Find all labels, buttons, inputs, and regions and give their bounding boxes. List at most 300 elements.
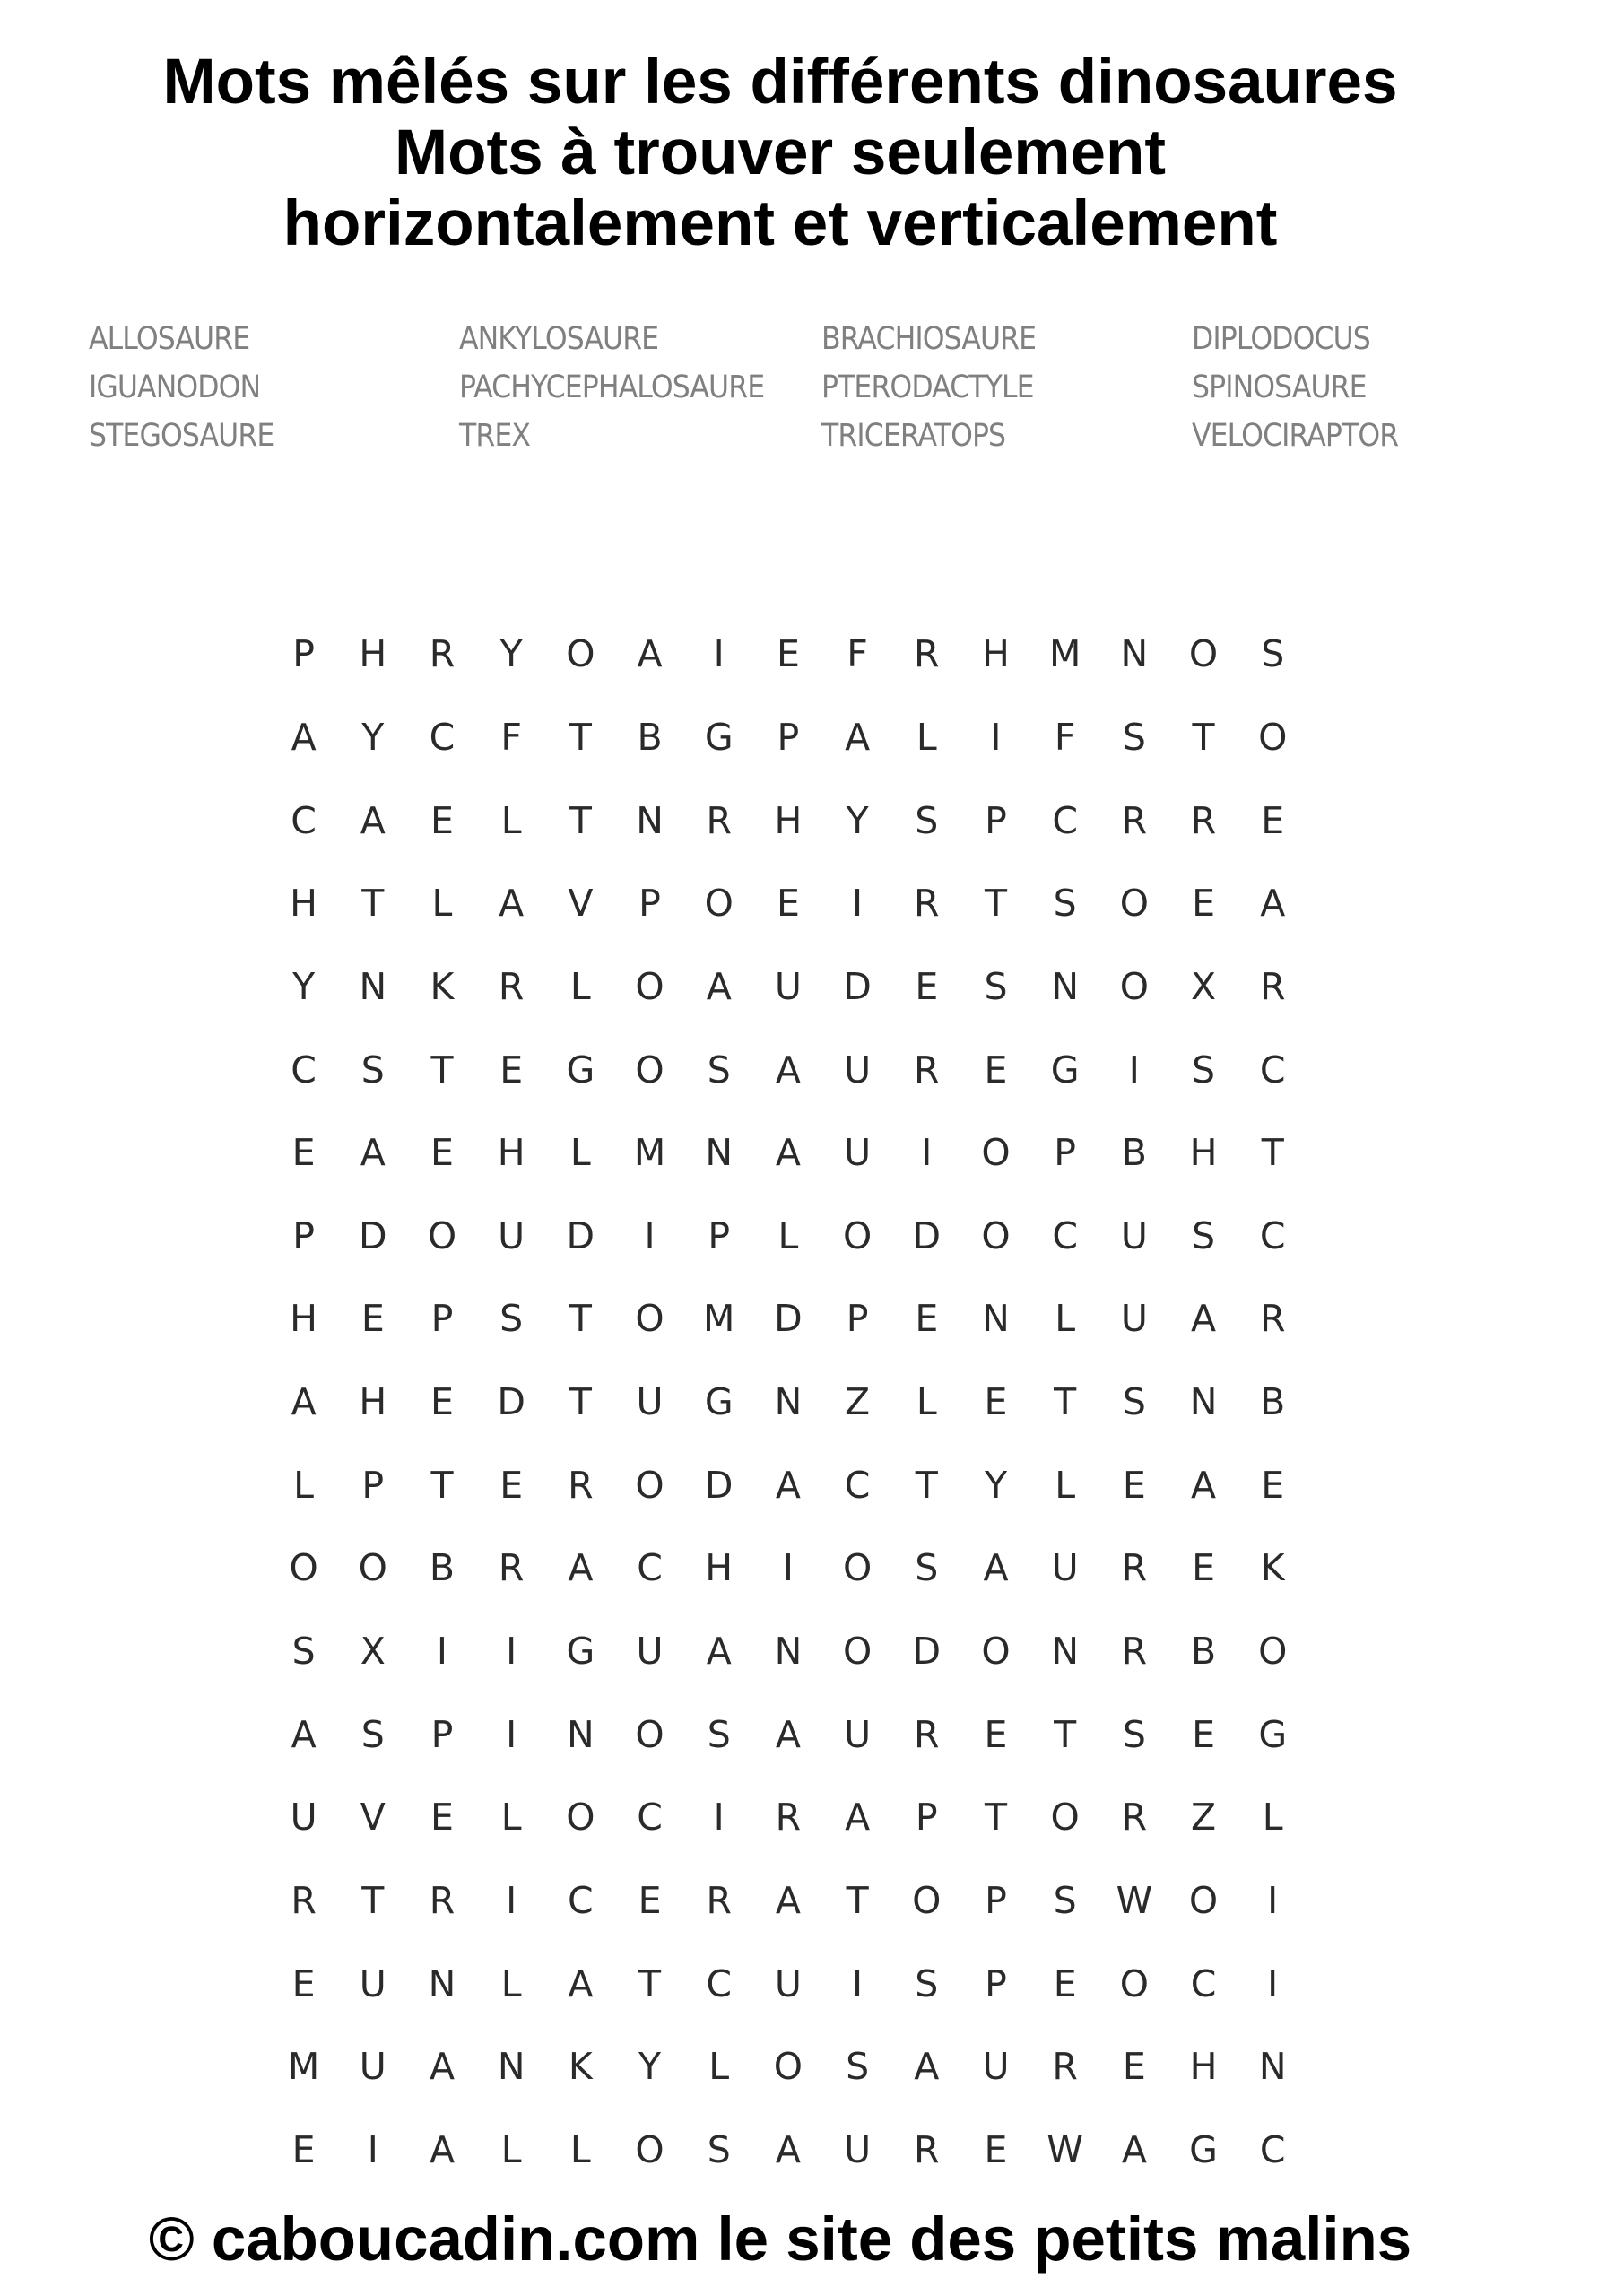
grid-letter: A xyxy=(291,715,317,759)
grid-letter: K xyxy=(1260,1546,1285,1590)
grid-letter: S xyxy=(1122,1380,1146,1424)
grid-letter: L xyxy=(569,964,591,1008)
grid-letter: R xyxy=(291,1878,317,1922)
grid-letter: F xyxy=(500,715,522,759)
grid-letter: C xyxy=(637,1796,663,1839)
grid-letter: O xyxy=(1258,715,1288,759)
grid-letter: N xyxy=(1051,964,1079,1008)
grid-letter: C xyxy=(637,1546,663,1590)
grid-letter: E xyxy=(984,1048,1008,1091)
grid-letter: A xyxy=(568,1546,594,1590)
grid-letter: R xyxy=(1121,798,1148,842)
grid-letter: L xyxy=(293,1463,315,1507)
grid-letter: O xyxy=(635,1048,664,1091)
grid-letter: N xyxy=(774,1630,803,1673)
grid-letter: A xyxy=(1191,1297,1217,1341)
grid-letter: S xyxy=(984,964,1008,1008)
grid-letter: T xyxy=(984,1796,1007,1839)
grid-letter: Z xyxy=(1190,1796,1217,1839)
grid-letter: R xyxy=(706,798,732,842)
grid-letter: T xyxy=(361,1878,385,1922)
grid-letter: A xyxy=(775,2127,801,2171)
grid-letter: X xyxy=(360,1630,386,1673)
grid-letter: C xyxy=(568,1878,594,1922)
word-to-find: TRICERATOPS xyxy=(821,418,1006,454)
grid-letter: N xyxy=(774,1380,803,1424)
grid-letter: H xyxy=(290,1297,318,1341)
word-to-find: ANKYLOSAURE xyxy=(459,321,659,357)
grid-letter: U xyxy=(636,1380,664,1424)
grid-letter: N xyxy=(497,2045,525,2089)
grid-letter: E xyxy=(776,632,800,676)
grid-letter: Y xyxy=(984,1463,1007,1507)
grid-letter: E xyxy=(291,1131,316,1175)
grid-letter: I xyxy=(506,1630,517,1673)
grid-letter: T xyxy=(361,882,385,926)
grid-letter: I xyxy=(990,715,1002,759)
grid-letter: W xyxy=(1046,2127,1083,2171)
grid-letter: O xyxy=(566,1796,595,1839)
grid-letter: U xyxy=(844,1048,872,1091)
grid-letter: S xyxy=(360,1048,385,1091)
grid-letter: N xyxy=(1189,1380,1218,1424)
grid-letter: Y xyxy=(499,632,523,676)
grid-letter: F xyxy=(847,632,868,676)
grid-letter: Y xyxy=(292,964,316,1008)
grid-letter: T xyxy=(430,1463,454,1507)
grid-letter: L xyxy=(1055,1297,1076,1341)
grid-letter: I xyxy=(1267,1878,1279,1922)
grid-letter: R xyxy=(1259,1297,1286,1341)
grid-letter: O xyxy=(842,1630,873,1673)
grid-letter: D xyxy=(497,1380,525,1424)
grid-letter: P xyxy=(638,882,661,926)
grid-letter: P xyxy=(777,715,800,759)
grid-letter: L xyxy=(916,715,937,759)
grid-letter: E xyxy=(776,882,800,926)
grid-letter: A xyxy=(775,1712,801,1756)
grid-letter: M xyxy=(287,2045,320,2089)
grid-letter: G xyxy=(704,715,734,759)
grid-letter: T xyxy=(1054,1712,1077,1756)
grid-letter: A xyxy=(775,1131,801,1175)
grid-letter: E xyxy=(1192,882,1215,926)
grid-letter: R xyxy=(429,632,456,676)
grid-letter: U xyxy=(1120,1213,1148,1257)
grid-letter: O xyxy=(635,2127,664,2171)
grid-letter: B xyxy=(1260,1380,1286,1424)
grid-letter: U xyxy=(982,2045,1010,2089)
grid-letter: O xyxy=(635,1712,664,1756)
grid-letter: E xyxy=(1192,1546,1215,1590)
grid-letter: U xyxy=(844,1131,872,1175)
grid-letter: X xyxy=(1190,964,1217,1008)
title-line-2: Mots à trouver seulement xyxy=(394,117,1167,188)
grid-letter: U xyxy=(498,1213,525,1257)
grid-letter: P xyxy=(430,1297,454,1341)
grid-letter: O xyxy=(981,1630,1011,1673)
grid-letter: E xyxy=(984,1380,1008,1424)
grid-letter: O xyxy=(1050,1796,1080,1839)
grid-letter: D xyxy=(704,1463,734,1507)
grid-letter: R xyxy=(775,1796,802,1839)
grid-letter: S xyxy=(1122,1712,1146,1756)
grid-letter: E xyxy=(915,1297,939,1341)
grid-letter: I xyxy=(506,1878,517,1922)
grid-letter: R xyxy=(1121,1630,1148,1673)
grid-letter: R xyxy=(498,1546,525,1590)
grid-letter: D xyxy=(566,1213,595,1257)
grid-letter: U xyxy=(290,1796,317,1839)
grid-letter: T xyxy=(1192,715,1215,759)
grid-letter: G xyxy=(566,1630,595,1673)
grid-letter: Y xyxy=(361,715,385,759)
grid-letter: O xyxy=(842,1213,873,1257)
grid-letter: P xyxy=(985,1878,1007,1922)
grid-letter: O xyxy=(635,1463,664,1507)
grid-letter: H xyxy=(290,882,318,926)
grid-letter: L xyxy=(500,2127,522,2171)
title-line-3: horizontalement et verticalement xyxy=(282,188,1278,259)
grid-letter: L xyxy=(569,1131,591,1175)
copyright-footer: © caboucadin.com le site des petits malins xyxy=(148,2205,1412,2274)
grid-letter: R xyxy=(429,1878,456,1922)
grid-letter: U xyxy=(359,2045,386,2089)
word-to-find: DIPLODOCUS xyxy=(1192,321,1370,357)
grid-letter: S xyxy=(1122,715,1146,759)
grid-letter: A xyxy=(360,1131,386,1175)
grid-letter: E xyxy=(915,964,939,1008)
grid-letter: I xyxy=(852,1961,864,2005)
grid-letter: E xyxy=(499,1463,524,1507)
grid-letter: H xyxy=(982,632,1010,676)
grid-letter: P xyxy=(292,632,315,676)
grid-letter: U xyxy=(844,2127,872,2171)
grid-letter: S xyxy=(707,1048,731,1091)
grid-letter: S xyxy=(1053,882,1077,926)
grid-letter: N xyxy=(705,1131,734,1175)
grid-letter: A xyxy=(568,1961,594,2005)
grid-letter: T xyxy=(1261,1131,1284,1175)
grid-letter: N xyxy=(1051,1630,1079,1673)
grid-letter: R xyxy=(1121,1796,1148,1839)
grid-letter: B xyxy=(1190,1630,1217,1673)
grid-letter: C xyxy=(1259,1048,1286,1091)
grid-letter: R xyxy=(498,964,525,1008)
grid-letter: T xyxy=(430,1048,454,1091)
grid-letter: L xyxy=(708,2045,730,2089)
grid-letter: Z xyxy=(845,1380,871,1424)
grid-letter: R xyxy=(568,1463,594,1507)
grid-letter: O xyxy=(842,1546,873,1590)
grid-letter: R xyxy=(914,1048,940,1091)
grid-letter: A xyxy=(429,2045,455,2089)
grid-letter: O xyxy=(635,1297,664,1341)
grid-letter: C xyxy=(1259,1213,1286,1257)
grid-letter: E xyxy=(430,1380,454,1424)
grid-letter: T xyxy=(569,1380,592,1424)
grid-letter: U xyxy=(1120,1297,1148,1341)
grid-letter: N xyxy=(359,964,387,1008)
grid-letter: C xyxy=(291,1048,317,1091)
grid-letter: C xyxy=(291,798,317,842)
word-to-find: STEGOSAURE xyxy=(89,418,274,454)
grid-letter: E xyxy=(984,2127,1008,2171)
grid-letter: E xyxy=(430,798,454,842)
grid-letter: T xyxy=(569,798,592,842)
word-to-find: PTERODACTYLE xyxy=(821,370,1034,405)
grid-letter: T xyxy=(569,1297,592,1341)
grid-letter: O xyxy=(1188,1878,1219,1922)
grid-letter: I xyxy=(367,2127,378,2171)
grid-letter: B xyxy=(429,1546,456,1590)
grid-letter: G xyxy=(1050,1048,1080,1091)
grid-letter: S xyxy=(915,798,939,842)
grid-letter: P xyxy=(708,1213,731,1257)
grid-letter: O xyxy=(635,964,664,1008)
grid-letter: E xyxy=(1053,1961,1077,2005)
grid-letter: I xyxy=(852,882,864,926)
grid-letter: O xyxy=(289,1546,318,1590)
grid-letter: E xyxy=(499,1048,524,1091)
word-to-find: IGUANODON xyxy=(89,370,261,405)
grid-letter: L xyxy=(500,798,522,842)
grid-letter: I xyxy=(644,1213,656,1257)
grid-letter: B xyxy=(637,715,663,759)
grid-letter: V xyxy=(360,1796,386,1839)
word-to-find: SPINOSAURE xyxy=(1192,370,1367,405)
word-to-find: ALLOSAURE xyxy=(89,321,250,357)
grid-letter: I xyxy=(1267,1961,1279,2005)
grid-letter: S xyxy=(915,1961,939,2005)
word-to-find: PACHYCEPHALOSAURE xyxy=(459,370,765,405)
grid-letter: L xyxy=(500,1796,522,1839)
grid-letter: O xyxy=(1119,1961,1149,2005)
letter-grid xyxy=(269,613,1288,2191)
grid-letter: A xyxy=(637,632,663,676)
grid-letter: C xyxy=(706,1961,733,2005)
grid-letter: S xyxy=(707,2127,731,2171)
grid-letter: O xyxy=(1119,882,1149,926)
grid-letter: R xyxy=(914,1712,940,1756)
grid-letter: B xyxy=(1121,1131,1147,1175)
grid-letter: T xyxy=(569,715,592,759)
grid-letter: O xyxy=(773,2045,803,2089)
grid-letter: S xyxy=(360,1712,385,1756)
grid-letter: C xyxy=(429,715,456,759)
grid-letter: A xyxy=(983,1546,1009,1590)
grid-letter: P xyxy=(985,1961,1007,2005)
grid-letter: O xyxy=(1119,964,1149,1008)
grid-letter: K xyxy=(568,2045,593,2089)
grid-letter: N xyxy=(428,1961,456,2005)
grid-letter: D xyxy=(843,964,872,1008)
grid-letter: E xyxy=(430,1796,454,1839)
grid-letter: R xyxy=(1259,964,1286,1008)
grid-letter: O xyxy=(427,1213,457,1257)
grid-letter: S xyxy=(1053,1878,1077,1922)
grid-letter: H xyxy=(497,1131,525,1175)
grid-letter: P xyxy=(846,1297,869,1341)
grid-letter: A xyxy=(775,1463,801,1507)
grid-letter: T xyxy=(846,1878,869,1922)
grid-letter: U xyxy=(636,1630,664,1673)
grid-letter: F xyxy=(1054,715,1076,759)
grid-letter: M xyxy=(633,1131,666,1175)
grid-letter: E xyxy=(291,1961,316,2005)
word-to-find: TREX xyxy=(459,418,531,454)
grid-letter: E xyxy=(360,1297,385,1341)
grid-letter: A xyxy=(1260,882,1286,926)
grid-letter: G xyxy=(1258,1712,1288,1756)
grid-letter: O xyxy=(566,632,595,676)
grid-letter: E xyxy=(1261,1463,1285,1507)
grid-letter: Y xyxy=(846,798,869,842)
grid-letter: A xyxy=(775,1048,801,1091)
grid-letter: V xyxy=(568,882,594,926)
grid-letter: L xyxy=(500,1961,522,2005)
grid-letter: T xyxy=(984,882,1007,926)
grid-letter: H xyxy=(359,1380,387,1424)
grid-letter: L xyxy=(569,2127,591,2171)
grid-letter: U xyxy=(774,964,802,1008)
grid-letter: N xyxy=(567,1712,595,1756)
grid-letter: A xyxy=(706,1630,732,1673)
grid-letter: I xyxy=(713,1796,725,1839)
grid-letter: T xyxy=(915,1463,938,1507)
grid-letter: H xyxy=(705,1546,734,1590)
grid-letter: S xyxy=(499,1297,524,1341)
grid-letter: R xyxy=(914,2127,940,2171)
grid-letter: S xyxy=(915,1546,939,1590)
grid-letter: R xyxy=(914,882,940,926)
grid-letter: O xyxy=(912,1878,942,1922)
grid-letter: S xyxy=(1261,632,1285,676)
grid-letter: A xyxy=(845,715,871,759)
grid-letter: D xyxy=(912,1213,942,1257)
grid-letter: S xyxy=(1192,1213,1216,1257)
grid-letter: C xyxy=(1259,2127,1286,2171)
grid-letter: P xyxy=(915,1796,938,1839)
grid-letter: D xyxy=(912,1630,942,1673)
grid-letter: G xyxy=(704,1380,734,1424)
grid-letter: L xyxy=(1055,1463,1076,1507)
grid-letter: C xyxy=(1052,1213,1078,1257)
grid-letter: R xyxy=(706,1878,732,1922)
grid-letter: I xyxy=(506,1712,517,1756)
grid-letter: O xyxy=(704,882,734,926)
grid-letter: D xyxy=(358,1213,387,1257)
grid-letter: I xyxy=(782,1546,794,1590)
grid-letter: P xyxy=(985,798,1007,842)
grid-letter: D xyxy=(774,1297,803,1341)
grid-letter: H xyxy=(359,632,387,676)
grid-letter: A xyxy=(1191,1463,1217,1507)
grid-letter: C xyxy=(1052,798,1078,842)
grid-letter: P xyxy=(361,1463,385,1507)
page-title xyxy=(0,47,1560,259)
grid-letter: E xyxy=(430,1131,454,1175)
grid-letter: A xyxy=(499,882,525,926)
grid-letter: N xyxy=(982,1297,1010,1341)
grid-letter: O xyxy=(981,1131,1011,1175)
grid-letter: U xyxy=(774,1961,802,2005)
grid-letter: A xyxy=(429,2127,455,2171)
grid-letter: L xyxy=(431,882,453,926)
grid-letter: T xyxy=(638,1961,662,2005)
grid-letter: M xyxy=(1048,632,1081,676)
word-to-find: BRACHIOSAURE xyxy=(821,321,1037,357)
grid-letter: E xyxy=(1192,1712,1215,1756)
grid-letter: M xyxy=(703,1297,735,1341)
grid-letter: C xyxy=(844,1463,871,1507)
grid-letter: U xyxy=(1051,1546,1079,1590)
grid-letter: E xyxy=(1261,798,1285,842)
grid-letter: I xyxy=(921,1131,933,1175)
grid-letter: P xyxy=(430,1712,454,1756)
grid-letter: O xyxy=(1188,632,1219,676)
grid-letter: N xyxy=(636,798,664,842)
word-list xyxy=(0,321,1624,465)
grid-letter: E xyxy=(984,1712,1008,1756)
grid-letter: S xyxy=(846,2045,870,2089)
grid-letter: L xyxy=(1262,1796,1283,1839)
grid-letter: U xyxy=(844,1712,872,1756)
grid-letter: A xyxy=(360,798,386,842)
grid-letter: U xyxy=(359,1961,386,2005)
grid-letter: R xyxy=(1121,1546,1148,1590)
grid-letter: A xyxy=(291,1712,317,1756)
grid-letter: T xyxy=(1054,1380,1077,1424)
grid-letter: S xyxy=(1192,1048,1216,1091)
grid-letter: G xyxy=(566,1048,595,1091)
grid-letter: I xyxy=(713,632,725,676)
grid-letter: L xyxy=(916,1380,937,1424)
grid-letter: L xyxy=(777,1213,799,1257)
grid-letter: E xyxy=(1122,2045,1146,2089)
grid-letter: R xyxy=(914,632,940,676)
grid-letter: C xyxy=(1190,1961,1217,2005)
grid-letter: N xyxy=(1258,2045,1287,2089)
grid-letter: A xyxy=(291,1380,317,1424)
grid-letter: W xyxy=(1116,1878,1153,1922)
grid-letter: I xyxy=(1128,1048,1140,1091)
grid-letter: A xyxy=(706,964,732,1008)
grid-letter: R xyxy=(1052,2045,1078,2089)
grid-letter: S xyxy=(291,1630,316,1673)
grid-letter: E xyxy=(291,2127,316,2171)
grid-letter: A xyxy=(775,1878,801,1922)
grid-letter: Y xyxy=(638,2045,662,2089)
grid-letter: A xyxy=(1121,2127,1147,2171)
grid-letter: H xyxy=(1189,2045,1218,2089)
grid-letter: S xyxy=(707,1712,731,1756)
grid-letter: I xyxy=(436,1630,448,1673)
grid-letter: P xyxy=(1054,1131,1077,1175)
grid-letter: H xyxy=(1189,1131,1218,1175)
grid-letter: N xyxy=(1120,632,1149,676)
grid-letter: R xyxy=(1190,798,1217,842)
grid-letter: E xyxy=(638,1878,662,1922)
grid-letter: K xyxy=(430,964,455,1008)
grid-letter: H xyxy=(774,798,803,842)
word-to-find: VELOCIRAPTOR xyxy=(1192,418,1399,454)
grid-letter: A xyxy=(845,1796,871,1839)
grid-letter: A xyxy=(914,2045,940,2089)
grid-letter: P xyxy=(292,1213,315,1257)
grid-letter: O xyxy=(358,1546,387,1590)
grid-letter: G xyxy=(1189,2127,1218,2171)
